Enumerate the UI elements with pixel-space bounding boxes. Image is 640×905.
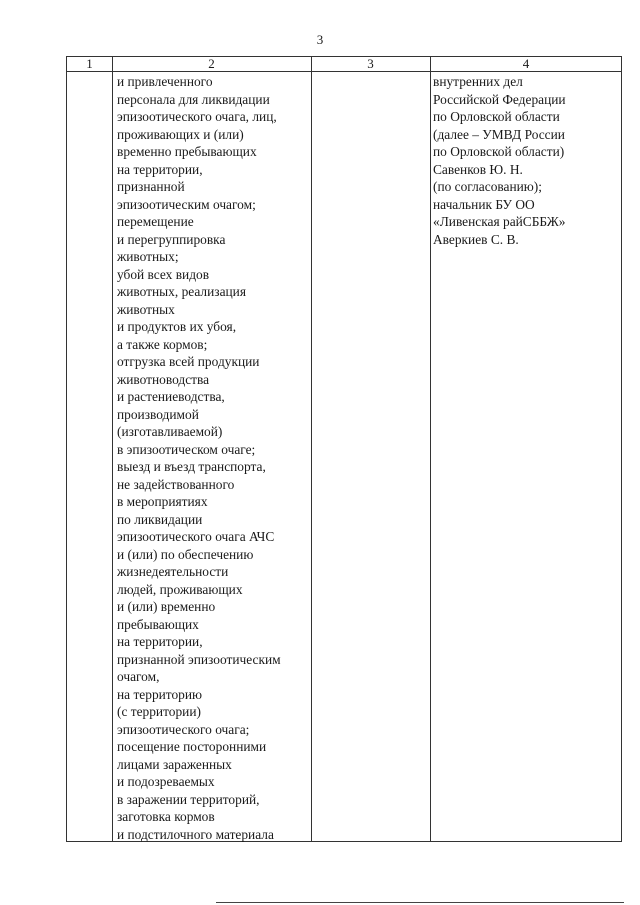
header-col-1: 1 xyxy=(86,56,93,71)
footer-rule xyxy=(216,902,624,903)
measure-line: перемещение xyxy=(117,214,194,229)
measure-line: и (или) временно xyxy=(117,599,216,614)
responsible-line: «Ливенская райСББЖ» xyxy=(433,214,566,229)
measure-line: людей, проживающих xyxy=(117,581,243,597)
column-divider-2 xyxy=(311,57,312,841)
measure-line: и (или) по обеспечению xyxy=(117,546,254,562)
measure-line: персонала для ликвидации xyxy=(117,91,270,107)
measure-line: эпизоотическим очагом; xyxy=(117,196,256,212)
measure-line: не задействованного xyxy=(117,476,235,492)
responsible-line: Российской Федерации xyxy=(433,91,566,107)
measure-line: пребывающих xyxy=(117,616,199,632)
measure-line: животноводства xyxy=(117,371,210,387)
cell-measures-text xyxy=(117,73,281,843)
measure-line: признанной xyxy=(117,179,185,194)
measure-line: эпизоотического очага, лиц, xyxy=(117,109,277,124)
measure-line: посещение посторонними xyxy=(117,739,267,754)
measure-line: на территорию xyxy=(117,686,203,702)
measure-line: животных; xyxy=(117,249,179,264)
responsible-line: внутренних дел xyxy=(433,74,523,89)
measure-line: (с территории) xyxy=(117,704,201,719)
measure-line: убой всех видов xyxy=(117,266,210,282)
responsible-line: (далее – УМВД России xyxy=(433,126,565,142)
measure-line: производимой xyxy=(117,406,199,422)
measure-line: по ликвидации xyxy=(117,511,203,527)
responsibility-table xyxy=(66,56,622,842)
measure-line: на территории, xyxy=(117,634,203,649)
measure-line: животных xyxy=(117,301,175,317)
column-divider-3 xyxy=(430,57,431,841)
measure-line: проживающих и (или) xyxy=(117,126,244,142)
measure-line: эпизоотического очага АЧС xyxy=(117,529,275,544)
measure-line: признанной эпизоотическим xyxy=(117,651,281,667)
header-col-3: 3 xyxy=(367,56,374,71)
header-divider xyxy=(67,71,621,72)
responsible-line: по Орловской области xyxy=(433,109,560,124)
responsible-line: Аверкиев С. В. xyxy=(433,231,519,247)
measure-line: и перегруппировка xyxy=(117,231,226,247)
cell-responsible-text xyxy=(433,73,566,248)
measure-line: в заражении территорий, xyxy=(117,791,260,807)
header-col-4: 4 xyxy=(522,56,530,71)
measure-line: жизнедеятельности xyxy=(117,564,229,579)
responsible-line: начальник БУ ОО xyxy=(433,196,535,212)
header-col-2: 2 xyxy=(208,56,215,71)
measure-line: выезд и въезд транспорта, xyxy=(117,459,266,474)
measure-line: животных, реализация xyxy=(117,284,247,299)
measure-line: эпизоотического очага; xyxy=(117,721,250,737)
column-divider-1 xyxy=(112,57,113,841)
measure-line: и растениеводства, xyxy=(117,389,225,404)
measure-line: и подстилочного материала xyxy=(117,826,274,842)
responsible-line: по Орловской области) xyxy=(433,144,565,159)
measure-line: заготовка кормов xyxy=(117,809,215,824)
measure-line: а также кормов; xyxy=(117,336,208,352)
measure-line: на территории, xyxy=(117,161,203,177)
measure-line: в эпизоотическом очаге; xyxy=(117,441,256,457)
responsible-line: Савенков Ю. Н. xyxy=(433,161,523,177)
measure-line: очагом, xyxy=(117,669,160,684)
measure-line: в мероприятиях xyxy=(117,494,208,509)
measure-line: и продуктов их убоя, xyxy=(117,319,237,334)
measure-line: временно пребывающих xyxy=(117,144,257,159)
measure-line: (изготавливаемой) xyxy=(117,424,223,439)
page-number: 3 xyxy=(316,32,324,47)
measure-line: и привлеченного xyxy=(117,74,213,89)
measure-line: лицами зараженных xyxy=(117,756,232,772)
responsible-line: (по согласованию); xyxy=(433,179,542,194)
measure-line: и подозреваемых xyxy=(117,774,215,789)
measure-line: отгрузка всей продукции xyxy=(117,354,260,369)
